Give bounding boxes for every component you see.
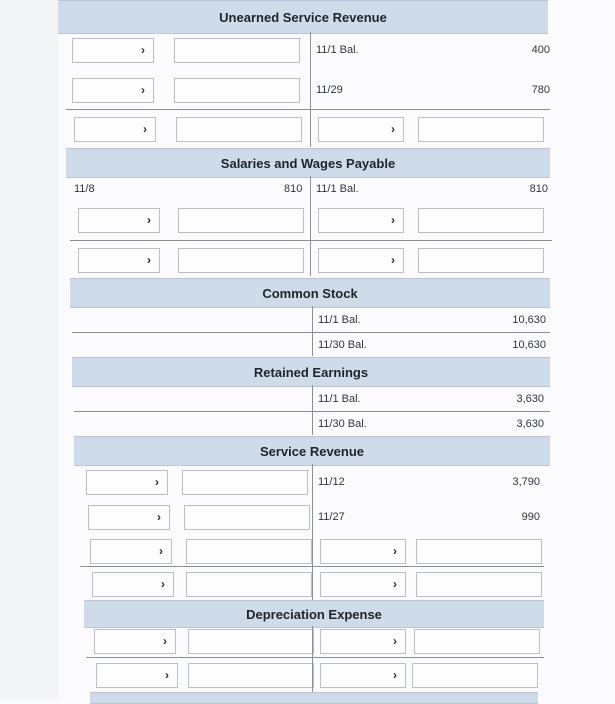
credit-amount: 780 <box>531 84 550 96</box>
account-header-next <box>90 692 538 704</box>
debit-date-select[interactable] <box>90 539 172 564</box>
account-header-salaries <box>66 148 550 178</box>
credit-label: 11/12 <box>318 476 345 488</box>
debit-amount-input[interactable] <box>174 78 300 103</box>
credit-date-select[interactable] <box>320 539 406 564</box>
chevron-down-icon: › <box>157 510 161 524</box>
credit-date-select[interactable] <box>320 629 406 654</box>
t-account-divider <box>310 176 311 276</box>
credit-amount-input[interactable] <box>416 572 542 597</box>
account-header-retained <box>72 357 550 387</box>
credit-label: 11/30 Bal. <box>318 418 367 430</box>
t-account-divider <box>312 464 313 600</box>
credit-amount: 10,630 <box>512 314 546 326</box>
chevron-down-icon: › <box>393 634 397 648</box>
total-rule <box>72 332 550 333</box>
chevron-down-icon: › <box>391 253 395 267</box>
credit-date-select[interactable] <box>318 208 404 233</box>
credit-amount: 10,630 <box>512 339 546 351</box>
credit-date-select[interactable] <box>318 248 404 273</box>
debit-amount-input[interactable] <box>188 629 314 654</box>
chevron-down-icon: › <box>391 213 395 227</box>
credit-label: 11/1 Bal. <box>316 183 359 195</box>
account-header-depreciation <box>84 600 544 628</box>
debit-date-select[interactable] <box>94 629 176 654</box>
debit-amount-input[interactable] <box>184 505 310 530</box>
credit-amount: 3,630 <box>516 393 544 405</box>
account-title: Depreciation Expense <box>246 606 382 622</box>
credit-amount-input[interactable] <box>416 539 542 564</box>
credit-amount: 990 <box>521 511 540 523</box>
credit-label: 11/1 Bal. <box>316 44 359 56</box>
account-header-common-stock <box>70 278 550 308</box>
chevron-down-icon: › <box>147 253 151 267</box>
chevron-down-icon: › <box>147 213 151 227</box>
credit-date-select[interactable] <box>320 572 406 597</box>
debit-date-select[interactable] <box>92 572 174 597</box>
account-header-service-revenue <box>74 436 550 466</box>
credit-amount-input[interactable] <box>418 248 544 273</box>
debit-date-select[interactable] <box>74 117 156 142</box>
credit-amount: 400 <box>531 44 550 56</box>
chevron-down-icon: › <box>393 544 397 558</box>
credit-amount-input[interactable] <box>418 117 544 142</box>
account-title: Salaries and Wages Payable <box>220 155 396 171</box>
credit-amount: 3,790 <box>512 476 540 488</box>
credit-label: 11/29 <box>316 84 343 96</box>
t-account-divider <box>312 626 313 694</box>
credit-label: 11/30 Bal. <box>318 339 367 351</box>
credit-label: 11/1 Bal. <box>318 393 361 405</box>
left-margin <box>0 0 58 700</box>
account-title: Common Stock <box>262 285 358 301</box>
debit-date-select[interactable] <box>96 663 178 688</box>
credit-label: 11/1 Bal. <box>318 314 361 326</box>
chevron-down-icon: › <box>161 577 165 591</box>
debit-date-select[interactable] <box>72 78 154 103</box>
debit-amount-input[interactable] <box>176 117 302 142</box>
chevron-down-icon: › <box>141 43 145 57</box>
t-account-divider <box>310 32 311 147</box>
account-header-unearned <box>58 0 548 34</box>
credit-date-select[interactable] <box>320 663 406 688</box>
credit-amount-input[interactable] <box>412 663 538 688</box>
credit-label: 11/27 <box>318 511 345 523</box>
chevron-down-icon: › <box>163 634 167 648</box>
debit-label: 11/8 <box>74 183 95 195</box>
debit-date-select[interactable] <box>72 38 154 63</box>
account-title: Retained Earnings <box>253 364 369 380</box>
total-rule <box>66 109 550 110</box>
credit-amount: 3,630 <box>516 418 544 430</box>
t-account-divider <box>312 306 313 356</box>
debit-date-select[interactable] <box>78 208 160 233</box>
chevron-down-icon: › <box>155 475 159 489</box>
debit-amount-input[interactable] <box>174 38 300 63</box>
debit-amount-input[interactable] <box>186 539 312 564</box>
total-rule <box>70 240 552 241</box>
chevron-down-icon: › <box>159 544 163 558</box>
total-rule <box>86 657 544 658</box>
debit-amount-input[interactable] <box>188 663 314 688</box>
account-title: Service Revenue <box>259 443 365 459</box>
chevron-down-icon: › <box>141 83 145 97</box>
debit-amount: 810 <box>284 183 303 195</box>
chevron-down-icon: › <box>393 577 397 591</box>
chevron-down-icon: › <box>165 668 169 682</box>
chevron-down-icon: › <box>143 122 147 136</box>
chevron-down-icon: › <box>391 122 395 136</box>
debit-date-select[interactable] <box>86 470 168 495</box>
t-account-divider <box>312 385 313 435</box>
debit-amount-input[interactable] <box>186 572 312 597</box>
credit-amount-input[interactable] <box>418 208 544 233</box>
debit-amount-input[interactable] <box>178 208 304 233</box>
account-title: Unearned Service Revenue <box>219 9 387 25</box>
debit-amount-input[interactable] <box>182 470 308 495</box>
chevron-down-icon: › <box>393 668 397 682</box>
debit-amount-input[interactable] <box>178 248 304 273</box>
credit-amount: 810 <box>529 183 548 195</box>
debit-date-select[interactable] <box>88 505 170 530</box>
credit-date-select[interactable] <box>318 117 404 142</box>
credit-amount-input[interactable] <box>414 629 540 654</box>
debit-date-select[interactable] <box>78 248 160 273</box>
